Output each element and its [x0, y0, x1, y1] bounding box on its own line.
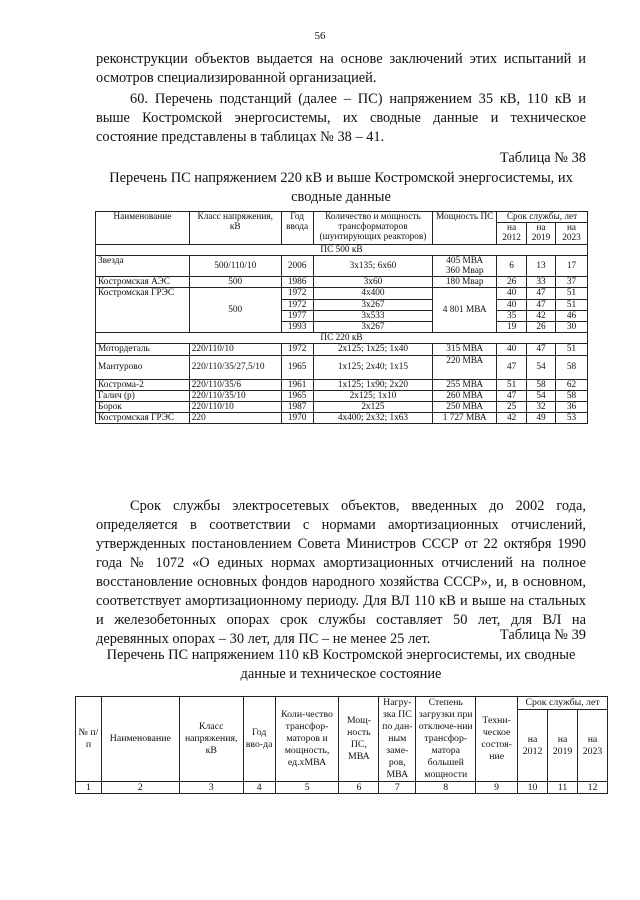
cell-voltage: 220/110/10 [189, 402, 281, 413]
cell-name: Костромская ГРЭС [96, 413, 190, 424]
cell-year: 1961 [281, 379, 313, 390]
header-year-2023: на 2023 [577, 710, 607, 782]
cell-transformers: 2х125; 1х25; 1х40 [313, 344, 433, 355]
cell-2023: 58 [556, 355, 588, 379]
cell-2019: 54 [527, 390, 556, 401]
header-power: Мощ-ность ПС, МВА [339, 697, 379, 782]
table-row [96, 379, 588, 390]
cell-year: 1972 [281, 299, 313, 310]
cell-2019: 54 [527, 355, 556, 379]
cell-transformers: 4х400 [313, 288, 433, 299]
cell-name: Мотордеталь [96, 344, 190, 355]
cell-transformers: 2х125; 1х10 [313, 390, 433, 401]
column-number: 8 [416, 782, 476, 794]
column-number-row [76, 782, 608, 794]
cell-name: Костромская АЭС [96, 277, 190, 288]
header-voltage: Класс напряжения, кВ [189, 212, 281, 245]
cell-transformers: 3х135; 6х60 [313, 255, 433, 276]
cell-transformers: 3х60 [313, 277, 433, 288]
header-year-2019: на 2019 [527, 223, 556, 244]
section-row-500 [96, 244, 588, 255]
cell-2023: 51 [556, 299, 588, 310]
column-number: 12 [577, 782, 607, 794]
cell-2023: 17 [556, 255, 588, 276]
cell-voltage: 220/110/35/6 [189, 379, 281, 390]
paragraph-60: 60. Перечень подстанций (далее – ПС) напряжением 35 кВ, 110 кВ и выше Костромской энергосистемы, их сводные данные и техническое состояние представлены в таблицах № 38 – 41. [96, 91, 586, 145]
cell-2012: 47 [497, 355, 527, 379]
cell-2023: 37 [556, 277, 588, 288]
table39-label: Таблица № 39 [499, 627, 586, 643]
column-number: 6 [339, 782, 379, 794]
table-row [96, 390, 588, 401]
cell-2019: 13 [527, 255, 556, 276]
section-500: ПС 500 кВ [96, 244, 588, 255]
cell-name: Борок [96, 402, 190, 413]
table-row [96, 255, 588, 276]
header-num: № п/п [76, 697, 102, 782]
table-header-row [96, 212, 588, 223]
cell-2012: 42 [497, 413, 527, 424]
cell-power: 4 801 МВА [433, 288, 497, 333]
cell-2012: 6 [497, 255, 527, 276]
column-number: 5 [275, 782, 339, 794]
header-tech-state: Техни-ческое состоя-ние [476, 697, 518, 782]
cell-year: 1986 [281, 277, 313, 288]
table-header-row [76, 697, 608, 710]
header-name: Наименование [96, 212, 190, 245]
cell-power-mvar: 360 Мвар [445, 266, 484, 277]
header-service-life: Срок службы, лет [518, 697, 608, 710]
header-year-2012: на 2012 [497, 223, 527, 244]
header-name: Наименование [101, 697, 179, 782]
cell-2023: 30 [556, 322, 588, 333]
cell-2012: 40 [497, 299, 527, 310]
column-number: 9 [476, 782, 518, 794]
cell-2012: 26 [497, 277, 527, 288]
column-number: 10 [518, 782, 548, 794]
cell-voltage: 500 [189, 277, 281, 288]
header-transformers: Коли-чество трансфор-маторов и мощность, ед.хМВА [275, 697, 339, 782]
table-row [96, 277, 588, 288]
cell-2012: 47 [497, 390, 527, 401]
section-row-220 [96, 333, 588, 344]
cell-voltage: 220 [189, 413, 281, 424]
header-year-2012: на 2012 [518, 710, 548, 782]
cell-2012: 40 [497, 288, 527, 299]
header-power: Мощность ПС [433, 212, 497, 245]
cell-voltage: 500 [189, 288, 281, 333]
header-load: Нагру-зка ПС по дан-ным заме-ров, МВА [379, 697, 416, 782]
page-number: 56 [314, 30, 326, 42]
cell-year: 1977 [281, 310, 313, 321]
cell-name: Звезда [96, 255, 190, 276]
table38-label: Таблица № 38 [499, 150, 586, 166]
cell-2019: 32 [527, 402, 556, 413]
cell-2012: 51 [497, 379, 527, 390]
header-load-degree: Степень загрузки при отключе-нии трансфор-матора большей мощности [416, 697, 476, 782]
column-number: 3 [179, 782, 243, 794]
cell-year: 1965 [281, 355, 313, 379]
table-row [96, 288, 588, 299]
cell-voltage: 220/110/10 [189, 344, 281, 355]
table-38 [95, 211, 588, 424]
cell-power: 250 МВА [433, 402, 497, 413]
cell-2019: 26 [527, 322, 556, 333]
column-number: 4 [243, 782, 275, 794]
cell-2019: 33 [527, 277, 556, 288]
table-39 [75, 696, 608, 794]
column-number: 7 [379, 782, 416, 794]
cell-transformers: 1х125; 2х40; 1х15 [313, 355, 433, 379]
header-year-2023: на 2023 [556, 223, 588, 244]
cell-2012: 35 [497, 310, 527, 321]
cell-name: Галич (р) [96, 390, 190, 401]
header-year-2019: на 2019 [548, 710, 578, 782]
cell-name: Костромская ГРЭС [96, 288, 190, 333]
cell-2023: 36 [556, 402, 588, 413]
cell-year: 1972 [281, 288, 313, 299]
cell-power [433, 255, 497, 276]
header-voltage: Класс напряжения, кВ [179, 697, 243, 782]
cell-2023: 51 [556, 288, 588, 299]
cell-2023: 51 [556, 344, 588, 355]
cell-name: Кострома-2 [96, 379, 190, 390]
cell-year: 1965 [281, 390, 313, 401]
column-number: 2 [101, 782, 179, 794]
cell-power: 260 МВА [433, 390, 497, 401]
header-service-life: Срок службы, лет [497, 212, 588, 223]
cell-2012: 25 [497, 402, 527, 413]
cell-power: 255 МВА [433, 379, 497, 390]
cell-year: 1993 [281, 322, 313, 333]
cell-transformers: 1х125; 1х90; 2х20 [313, 379, 433, 390]
table-row [96, 344, 588, 355]
cell-transformers: 3х267 [313, 322, 433, 333]
section-220: ПС 220 кВ [96, 333, 588, 344]
cell-year: 2006 [281, 255, 313, 276]
cell-voltage: 500/110/10 [189, 255, 281, 276]
cell-2023: 53 [556, 413, 588, 424]
column-number: 1 [76, 782, 102, 794]
cell-2023: 62 [556, 379, 588, 390]
column-number: 11 [548, 782, 578, 794]
cell-2019: 47 [527, 288, 556, 299]
cell-2023: 46 [556, 310, 588, 321]
cell-power: 1 727 МВА [433, 413, 497, 424]
cell-power: 220 МВА [433, 355, 497, 379]
table-row [96, 402, 588, 413]
cell-2019: 47 [527, 299, 556, 310]
intro-paragraph: реконструкции объектов выдается на основе заключений этих испытаний и осмотров специализированной организацией. [96, 51, 586, 86]
header-transformers: Количество и мощность трансформаторов (шунтирующих реакторов) [313, 212, 433, 245]
header-year: Год ввода [281, 212, 313, 245]
cell-power: 315 МВА [433, 344, 497, 355]
table-row [96, 355, 588, 379]
cell-2019: 58 [527, 379, 556, 390]
header-year: Год вво-да [243, 697, 275, 782]
cell-voltage: 220/110/35/27,5/10 [189, 355, 281, 379]
cell-transformers: 2х125 [313, 402, 433, 413]
service-life-paragraph: Срок службы электросетевых объектов, введенных до 2002 года, определяется в соответствии с нормами амортизационных отчислений, утвержденных постановлением Совета Министров СССР от 22 октября 1990 года № 1072 «О единых нормах амортизационных отчислений на полное восстановление основных фондов народного хозяйства СССР», и, в основном, соответствует амортизационному периоду. Для ВЛ 110 кВ и выше на стальных и железобетонных опорах срок службы составляет 50 лет, для ВЛ на деревянных опорах – 30 лет, для ПС – не менее 25 лет. [96, 498, 586, 647]
cell-power-mva: 405 МВА [446, 255, 484, 266]
cell-2012: 19 [497, 322, 527, 333]
cell-year: 1970 [281, 413, 313, 424]
cell-2023: 58 [556, 390, 588, 401]
cell-year: 1987 [281, 402, 313, 413]
cell-2019: 49 [527, 413, 556, 424]
table39-caption: Перечень ПС напряжением 110 кВ Костромской энергосистемы, их сводные данные и техническое состояние [106, 647, 576, 682]
cell-transformers: 3х267 [313, 299, 433, 310]
cell-2019: 47 [527, 344, 556, 355]
cell-name: Мантурово [96, 355, 190, 379]
cell-2012: 40 [497, 344, 527, 355]
cell-transformers: 4х400; 2х32; 1х63 [313, 413, 433, 424]
cell-power: 180 Мвар [433, 277, 497, 288]
cell-transformers: 3х533 [313, 310, 433, 321]
cell-2019: 42 [527, 310, 556, 321]
table-row [96, 413, 588, 424]
cell-year: 1972 [281, 344, 313, 355]
table38-caption: Перечень ПС напряжением 220 кВ и выше Костромской энергосистемы, их сводные данные [109, 170, 573, 205]
cell-voltage: 220/110/35/10 [189, 390, 281, 401]
